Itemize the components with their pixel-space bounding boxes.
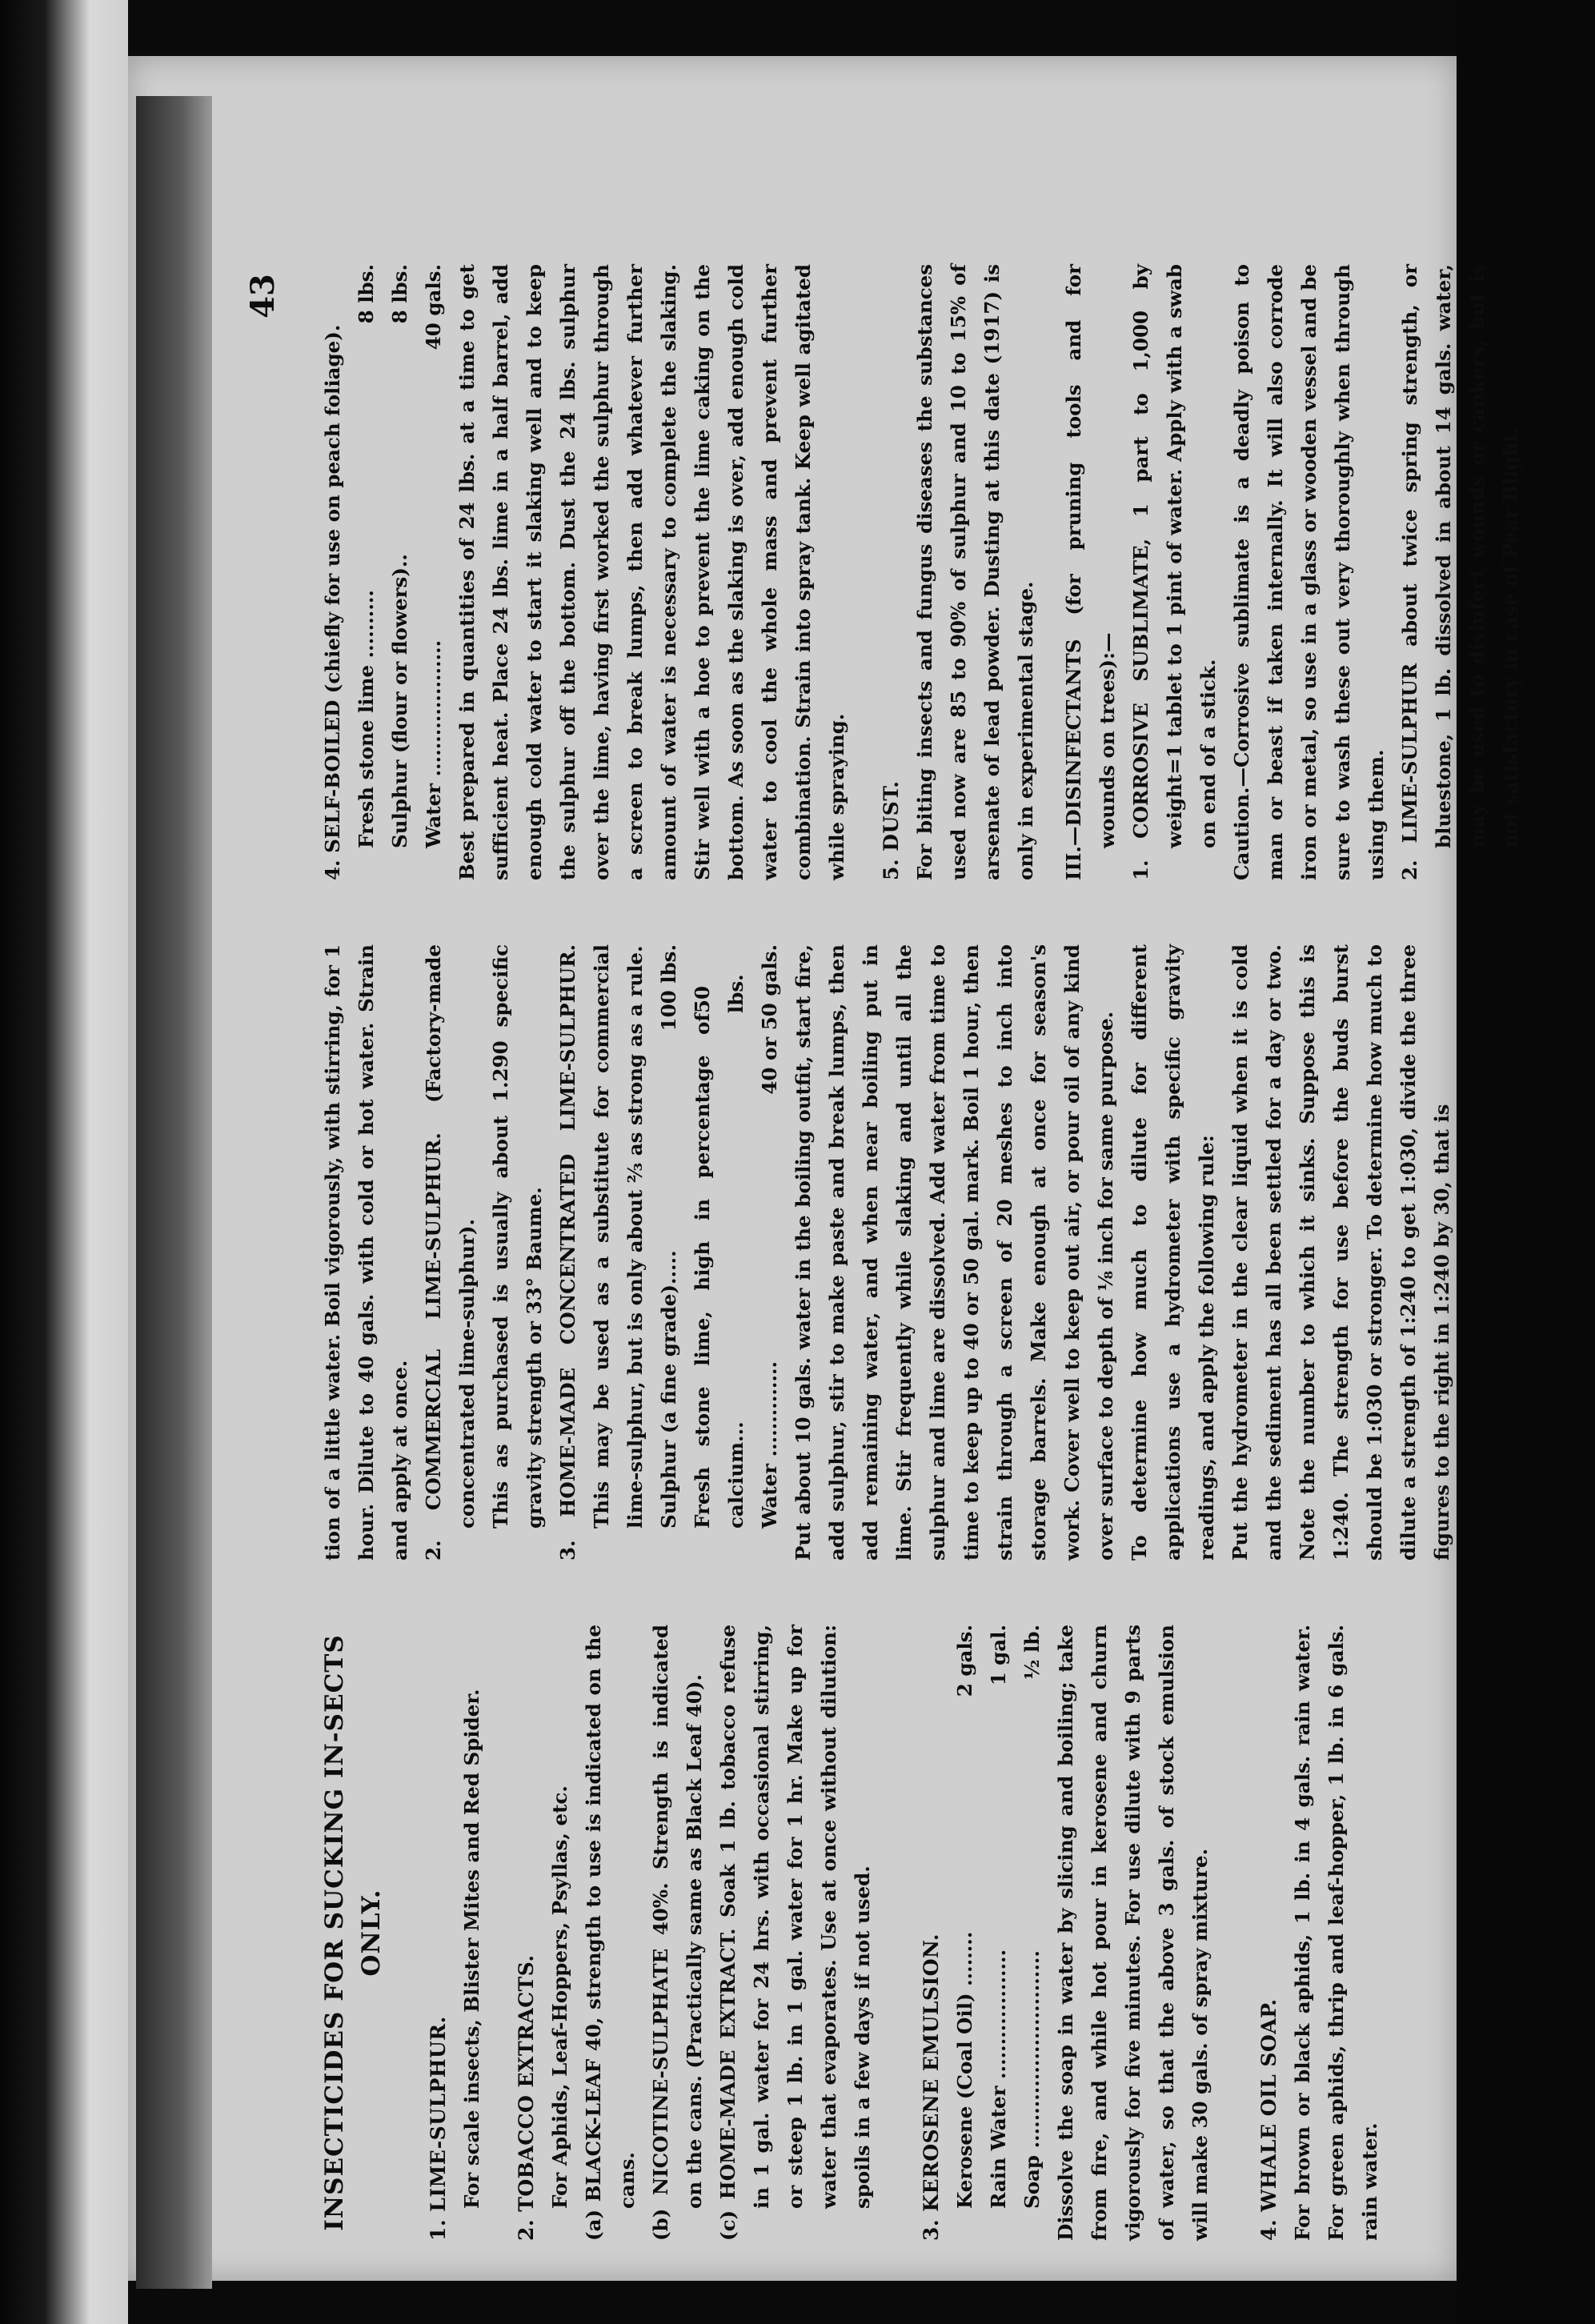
- quantity: 1 gal.: [987, 1625, 1010, 1686]
- recipe-row: [753, 944, 787, 1561]
- paragraph: This as purchased is usually about 1.290 specific gravity strength or 33° Baume.: [489, 944, 546, 1529]
- recipe-row: [1016, 1625, 1049, 2241]
- paragraph: Put about 10 gals. water in the boiling outfit, start fire, add sulphur, stir to make paste and break lumps, then add remaining water, and when near boiling put in lime. Stir frequently while slaking and until all the sulphur and lime are dissolved. Add water from time to time to keep up to 40 or 50 gal. mark. Boil 1 hour, then strain through a screen of 20 meshes to inch into storage barrels. Make enough at once for season's work. Cover well to keep out air, or pour oil of any kind over surface to depth of ⅛ inch for same purpose.: [791, 944, 1117, 1561]
- paragraph: Best prepared in quantities of 24 lbs. at a time to get sufficient heat. Place 24 lbs. lime in a half barrel, add enough cold water to start it slaking well and to keep the sulphur off the bottom. Dust the 24 lbs. sulphur over the lime, having first worked the sulphur through a screen to break lumps, then add whatever further amount of water is necessary to complete the slaking. Stir well with a hoe to prevent the lime caking on the bottom. As soon as the slaking is over, add enough cold water to cool the whole mass and prevent further combination. Strain into spray tank. Keep well agitated while spraying.: [455, 264, 848, 880]
- list-item: 2. LIME-SULPHUR about twice spring strength, or bluestone, 1 lb. dissolved in about 14 gals. water, may be used to disinfect wounds or cankers, but is not satisfactory in case of Pear Blight.: [1398, 264, 1522, 880]
- ingredient: Fresh stone lime ..........: [355, 590, 378, 848]
- caution-paragraph: Caution.—Corrosive sublimate is a deadly poison to man or beast if taken internally. It will also corrode iron or metal, so use in a glass or wooden vessel and be sure to wash these out very thoroughly when through using them.: [1230, 264, 1388, 880]
- recipe-row: [350, 264, 383, 880]
- quantity: ½ lb.: [1020, 1625, 1044, 1681]
- paragraph: To determine how much to dilute for different applications use a hydrometer with specific gravity readings, and apply the following rule:: [1128, 944, 1218, 1561]
- heading-dust: 5. DUST.: [880, 780, 903, 880]
- list-item: (c) HOME-MADE EXTRACT. Soak 1 lb. tobacco refuse in 1 gal. water for 24 hrs. with occasional stirring, or steep 1 lb. in 1 gal. water for 1 hr. Make up for water that evaporates. Use at once without dilution: spoils in a few days if not used.: [716, 1625, 874, 2241]
- page-number: 43: [244, 274, 282, 319]
- ingredient: Soap .............................: [1020, 1950, 1044, 2209]
- recipe-row: [417, 264, 451, 880]
- quantity: 8 lbs.: [355, 264, 378, 324]
- quantity: 100 lbs.: [657, 944, 680, 1032]
- paragraph: 4. SELF-BOILED (chiefly for use on peach foliage).: [321, 324, 344, 880]
- quantity: 8 lbs.: [388, 264, 411, 324]
- paragraph: Put the hydrometer in the clear liquid when it is cold and the sediment has all been settled for a day or two. Note the number to which it sinks. Suppose this is 1:240. The strength for use before the buds burst should be 1:030 or stronger. To determine how much to dilute a strength of 1:240 to get 1:030, divide the three figures to the right in 1:240 by 30, that is: [1228, 944, 1453, 1561]
- quantity: 2 gals.: [953, 1625, 976, 1697]
- quantity: 50 lbs.: [691, 974, 747, 1014]
- paragraph: For biting insects and fungus diseases the substances used now are 85 to 90% of sulphur and 10 to 15% of arsenate of lead powder. Dusting at this date (1917) is only in experimental stage.: [913, 264, 1037, 880]
- column-2: [316, 944, 1459, 1561]
- paragraph: Dissolve the soap in water by slicing and boiling; take from fire, and while hot pour in kerosene and churn vigorously for five minutes. For use dilute with 9 parts of water, so that the above 3 gals. of stock emulsion will make 30 gals. of spray mixture.: [1054, 1625, 1212, 2241]
- ingredient: Sulphur (a fine grade).....: [657, 1250, 680, 1529]
- paragraph: For Aphids, Leaf-Hoppers, Psyllas, etc.: [548, 1785, 571, 2209]
- recipe-row: [982, 1625, 1016, 2241]
- ingredient: Sulphur (flour or flowers)..: [388, 554, 411, 848]
- heading-disinfectants: III.—DISINFECTANTS (for pruning tools and for wounds on trees):—: [1062, 264, 1119, 880]
- paragraph: 2. COMMERCIAL LIME-SULPHUR. (Factory-made concentrated lime-sulphur).: [422, 944, 479, 1561]
- paragraph: tion of a little water. Boil vigorously, with stirring, for 1 hour. Dilute to 40 gals. with cold or hot water. Strain and apply at once.: [321, 944, 411, 1561]
- heading-tobacco-extracts: 2. TOBACCO EXTRACTS.: [515, 1954, 538, 2241]
- quantity: 40 gals.: [422, 264, 445, 351]
- paragraph: For scale insects, Blister Mites and Red Spider.: [460, 1689, 483, 2209]
- recipe-row: [686, 944, 753, 1561]
- paragraph: 3. HOME-MADE CONCENTRATED LIME-SULPHUR. This may be used as a substitute for commercial lime-sulphur, but is only about ⅔ as strong as a rule.: [556, 944, 647, 1561]
- quantity: 40 or 50 gals.: [758, 944, 781, 1095]
- rotated-page-content: [220, 240, 1522, 2241]
- ingredient: Water ....................: [422, 639, 445, 848]
- list-item: 1. CORROSIVE SUBLIMATE, 1 part to 1,000 by weight=1 tablet to 1 pint of water. Apply with a swab on end of a stick.: [1129, 264, 1220, 880]
- scan-background-left: [0, 0, 128, 2324]
- ingredient: Kerosene (Coal Oil) ........: [953, 1931, 976, 2209]
- heading-kerosene-emulsion: 3. KEROSENE EMULSION.: [920, 1933, 943, 2241]
- heading-lime-sulphur: 1. LIME-SULPHUR.: [427, 2016, 450, 2241]
- paragraph: For brown or black aphids, 1 lb. in 4 gals. rain water. For green aphids, thrip and leaf-hopper, 1 lb. in 6 gals. rain water.: [1291, 1625, 1381, 2241]
- list-item: (a) BLACK-LEAF 40, strength to use is indicated on the cans.: [582, 1625, 639, 2241]
- recipe-row: [383, 264, 417, 880]
- column-3: [316, 264, 1528, 880]
- section-title: INSECTICIDES FOR SUCKING IN-SECTS ONLY.: [320, 1634, 386, 2231]
- ingredient: Fresh stone lime, high in percentage of calcium...: [691, 1013, 747, 1529]
- ingredient: Water ..............: [758, 1360, 781, 1529]
- ingredient: Rain Water ...................: [987, 1949, 1010, 2209]
- heading-whale-oil-soap: 4. WHALE OIL SOAP.: [1257, 1998, 1280, 2241]
- column-1: [316, 1625, 1387, 2241]
- recipe-row: [948, 1625, 982, 2241]
- list-item: (b) NICOTINE-SULPHATE 40%. Strength is indicated on the cans. (Practically same as Black Leaf 40).: [649, 1625, 706, 2241]
- book-spine-shadow: [136, 96, 212, 2289]
- recipe-row: [652, 944, 686, 1561]
